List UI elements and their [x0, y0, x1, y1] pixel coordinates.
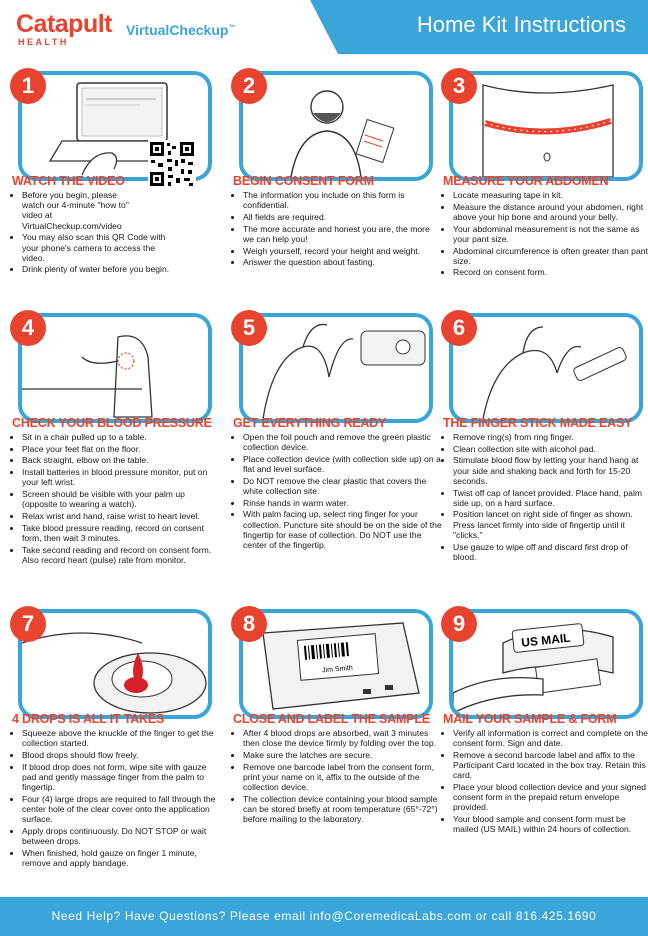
instruction: • Take second reading and record on consent form. Also record heart (pulse) rate from monitor.: [22, 545, 222, 565]
instruction: • Record on consent form.: [453, 267, 648, 277]
step-number: 1: [10, 68, 46, 104]
qr-code[interactable]: [148, 140, 196, 188]
instruction: • Open the foil pouch and remove the green plastic collection device.: [243, 432, 443, 452]
step-instructions: [12, 190, 222, 276]
step-number: 6: [441, 310, 477, 346]
step-instructions: [12, 728, 222, 870]
instruction: • Your abdominal measurement is not the same as your pant size.: [453, 224, 648, 244]
instruction: • Measure the distance around your abdomen, right above your hip bone and around your belly.: [453, 202, 648, 222]
instruction: • The information you include on this form is confidential.: [243, 190, 443, 210]
instruction: • Place your feet flat on the floor.: [22, 444, 222, 454]
virtualcheckup-logo: [126, 22, 235, 38]
step-instructions: [443, 728, 648, 836]
step-illustration: [449, 71, 643, 181]
instruction: • Before you begin, please watch our 4-minute "how to" video at VirtualCheckup.com/video: [22, 190, 140, 231]
instruction: • Relax wrist and hand, raise wrist to heart level.: [22, 511, 222, 521]
instruction: • Place your blood collection device and your signed consent form in the prepaid return envelope provided.: [453, 782, 648, 813]
catapult-logo: Catapult: [16, 10, 112, 38]
step-number: 7: [10, 606, 46, 642]
step-title: CLOSE AND LABEL THE SAMPLE: [233, 712, 430, 726]
instruction: • When finished, hold gauze on finger 1 minute, remove and apply bandage.: [22, 848, 222, 868]
step-illustration: [239, 313, 433, 423]
instruction: • If blood drop does not form, wipe site with gauze pad and gently massage finger from the palm to fingertip.: [22, 762, 222, 793]
instruction: • Weigh yourself, record your height and weight.: [243, 246, 443, 256]
mail-label: US MAIL: [520, 630, 572, 650]
step-instructions: [233, 190, 443, 269]
step-title: THE FINGER STICK MADE EASY: [443, 416, 633, 430]
step-title: CHECK YOUR BLOOD PRESSURE: [12, 416, 212, 430]
step-title: 4 DROPS IS ALL IT TAKES: [12, 712, 165, 726]
instruction: • The more accurate and honest you are, the more we can help you!: [243, 224, 443, 244]
instruction: • Stimulate blood flow by letting your hand hang at your side and shaking back and forth for 15-20 seconds.: [453, 455, 648, 486]
instruction: • Squeeze above the knuckle of the finger to get the collection started.: [22, 728, 222, 748]
instruction: • Use gauze to wipe off and discard first drop of blood.: [453, 542, 648, 562]
instruction: • Remove one barcode label from the consent form, print your name on it, affix to the outside of the collection device.: [243, 762, 443, 793]
instruction: • Verify all information is correct and complete on the consent form. Sign and date.: [453, 728, 648, 748]
instruction: • Abdominal circumference is often greater than pant size.: [453, 246, 648, 266]
step-illustration: [449, 609, 643, 719]
instruction: • Make sure the latches are secure.: [243, 750, 443, 760]
instruction: • Four (4) large drops are required to fall through the center hole of the clear cover onto the application surface.: [22, 794, 222, 825]
help-contact-text[interactable]: Need Help? Have Questions? Please email info@CoremedicaLabs.com or call 816.425.1690: [51, 909, 597, 923]
trademark: ™: [228, 24, 236, 32]
step-title: MEASURE YOUR ABDOMEN: [443, 174, 609, 188]
step-instructions: [12, 432, 222, 566]
step-instructions: [443, 432, 648, 563]
step-number: 3: [441, 68, 477, 104]
instruction: • Clean collection site with alcohol pad.: [453, 444, 648, 454]
instruction: • Screen should be visible with your palm up (opposite to wearing a watch).: [22, 489, 222, 509]
step-number: 4: [10, 310, 46, 346]
step-number: 8: [231, 606, 267, 642]
instruction: • Locate measuring tape in kit.: [453, 190, 648, 200]
step-illustration: [239, 71, 433, 181]
instruction: • Your blood sample and consent form must be mailed (US MAIL) within 24 hours of collection.: [453, 814, 648, 834]
instruction: • Position lancet on right side of finger as shown. Press lancet firmly into side of fingertip until it "clicks.": [453, 509, 648, 540]
instruction: • Install batteries in blood pressure monitor, put on your left wrist.: [22, 467, 222, 487]
instruction: • After 4 blood drops are absorbed, wait 3 minutes then close the device firmly by folding over the top.: [243, 728, 443, 748]
instruction: • Sit in a chair pulled up to a table.: [22, 432, 222, 442]
step-title: BEGIN CONSENT FORM: [233, 174, 374, 188]
product-name: VirtualCheckup: [126, 22, 229, 38]
instruction: • With palm facing up, select ring finger for your collection. Puncture site should be on the side of the fingertip for ease of collection. Do NOT use the center of the fingertip.: [243, 509, 443, 550]
page-footer: [0, 897, 648, 936]
instruction: • Place collection device (with collection side up) on a flat and level surface.: [243, 454, 443, 474]
step-illustration: [18, 609, 212, 719]
header-band: [338, 0, 648, 54]
instruction: • Answer the question about fasting.: [243, 257, 443, 267]
instruction: • Do NOT remove the clear plastic that covers the white collection site.: [243, 476, 443, 496]
step-title: GET EVERYTHING READY: [233, 416, 387, 430]
instruction: • Drink plenty of water before you begin.: [22, 264, 222, 274]
step-title: WATCH THE VIDEO: [12, 174, 125, 188]
instruction: • Apply drops continuously. Do NOT STOP or wait between drops.: [22, 826, 222, 846]
instruction: • Take blood pressure reading, record on consent form, then wait 3 minutes.: [22, 523, 222, 543]
instruction: • Remove a second barcode label and affix to the Participant Card located in the box tray. Retain this card.: [453, 750, 648, 781]
page-header: [0, 0, 648, 56]
instruction: • The collection device containing your blood sample can be stored briefly at room temperature (65°-72°) before mailing to the laboratory.: [243, 794, 443, 825]
step-instructions: [233, 432, 443, 552]
step-illustration: [18, 313, 212, 423]
instruction: • You may also scan this QR Code with your phone's camera to access the video.: [22, 232, 172, 263]
step-instructions: [233, 728, 443, 826]
step-number: 2: [231, 68, 267, 104]
step-illustration: [449, 313, 643, 423]
health-logo-text: HEALTH: [18, 37, 69, 47]
step-instructions: [443, 190, 648, 279]
instruction: • Twist off cap of lancet provided. Place hand, palm side up, on a hard surface.: [453, 488, 648, 508]
instruction: • Blood drops should flow freely.: [22, 750, 222, 760]
step-number: 5: [231, 310, 267, 346]
step-title: MAIL YOUR SAMPLE & FORM: [443, 712, 617, 726]
instruction: • Rinse hands in warm water.: [243, 498, 443, 508]
step-illustration: [239, 609, 433, 719]
page-title: Home Kit Instructions: [416, 12, 626, 37]
instruction: • Back straight, elbow on the table.: [22, 455, 222, 465]
device-label-name: Jim Smith: [321, 664, 354, 675]
instruction: • All fields are required.: [243, 212, 443, 222]
step-number: 9: [441, 606, 477, 642]
instruction: • Remove ring(s) from ring finger.: [453, 432, 648, 442]
